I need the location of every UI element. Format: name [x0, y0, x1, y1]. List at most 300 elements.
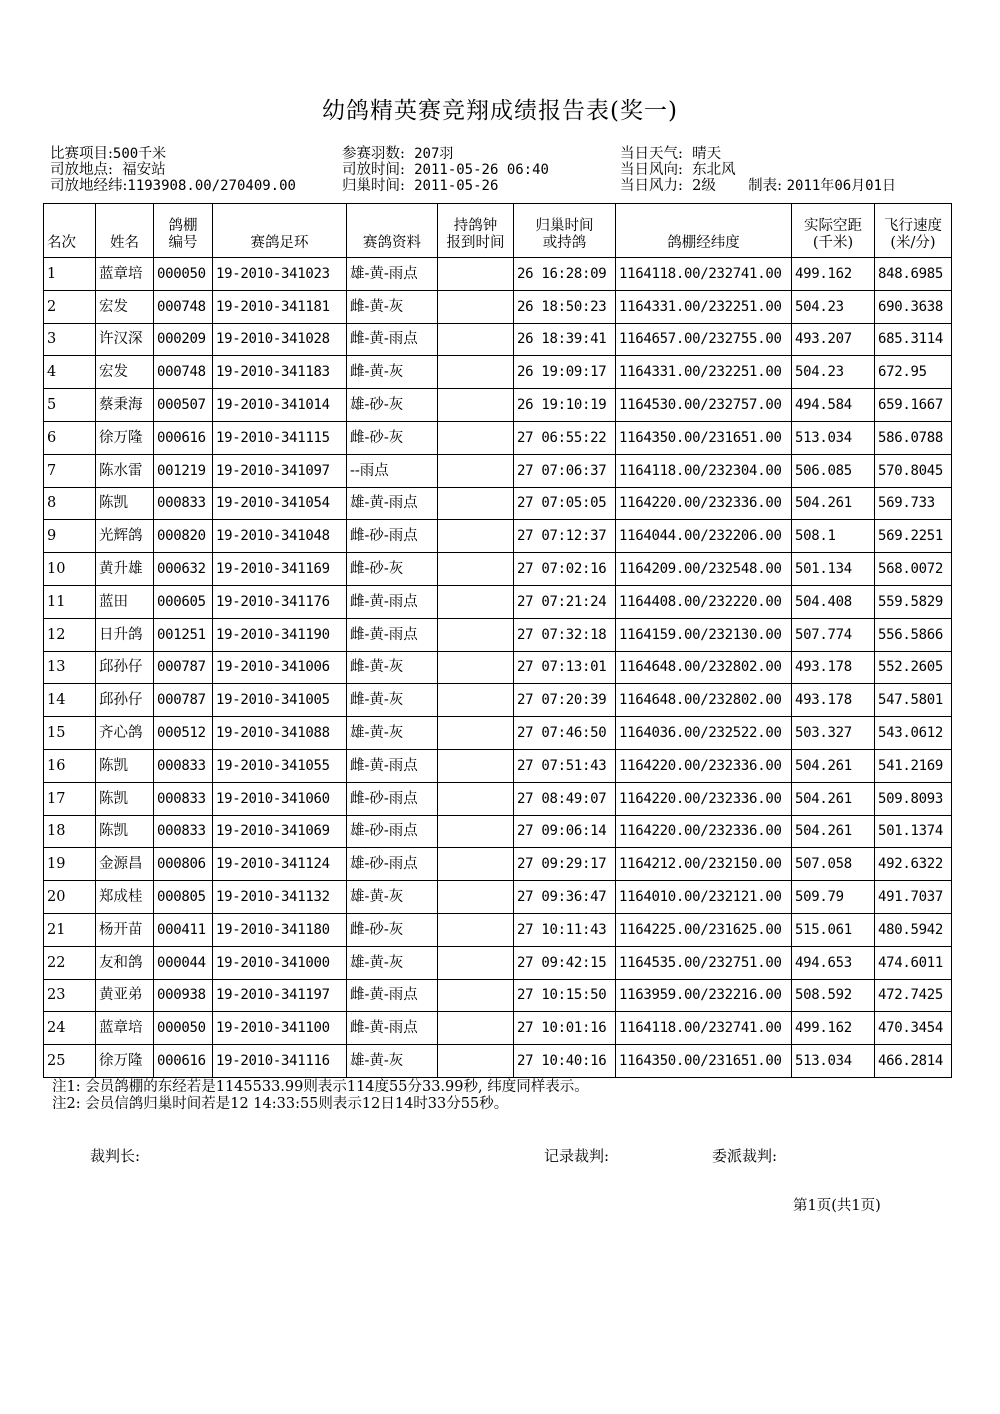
cell-ring: 19-2010-341115 — [213, 421, 347, 454]
cell-name: 黄亚弟 — [96, 979, 154, 1012]
cell-ring: 19-2010-341048 — [213, 520, 347, 553]
table-row — [44, 323, 952, 356]
cell-speed: 672.95 — [875, 356, 952, 389]
cell-ring: 19-2010-341055 — [213, 749, 347, 782]
header-name: 姓名 — [96, 204, 154, 258]
cell-arrival: 27 07:05:05 — [514, 487, 616, 520]
cell-rank: 9 — [44, 520, 96, 553]
cell-loft-id: 000507 — [154, 389, 213, 422]
cell-coords: 1164036.00/232522.00 — [616, 717, 792, 750]
cell-coords: 1164212.00/232150.00 — [616, 848, 792, 881]
cell-speed: 569.2251 — [875, 520, 952, 553]
cell-info: 雄-黄-雨点 — [347, 258, 438, 291]
cell-speed: 492.6322 — [875, 848, 952, 881]
cell-info: 雌-砂-灰 — [347, 421, 438, 454]
cell-rank: 11 — [44, 585, 96, 618]
cell-clock — [438, 848, 514, 881]
cell-arrival: 27 07:51:43 — [514, 749, 616, 782]
cell-loft-id: 000805 — [154, 881, 213, 914]
cell-info: 雌-黄-雨点 — [347, 585, 438, 618]
cell-arrival: 27 07:46:50 — [514, 717, 616, 750]
cell-clock — [438, 454, 514, 487]
cell-clock — [438, 553, 514, 586]
cell-name: 齐心鸽 — [96, 717, 154, 750]
cell-info: 雌-砂-雨点 — [347, 782, 438, 815]
cell-arrival: 27 07:02:16 — [514, 553, 616, 586]
cell-speed: 547.5801 — [875, 684, 952, 717]
table-row — [44, 651, 952, 684]
cell-info: 雄-黄-灰 — [347, 1045, 438, 1078]
cell-name: 黄升雄 — [96, 553, 154, 586]
cell-rank: 3 — [44, 323, 96, 356]
header-arrival: 归巢时间 或持鸽 — [514, 204, 616, 258]
cell-arrival: 26 18:50:23 — [514, 290, 616, 323]
info-weather: 当日天气: 晴天 — [620, 146, 722, 162]
cell-info: 雌-砂-雨点 — [347, 520, 438, 553]
cell-coords: 1164159.00/232130.00 — [616, 618, 792, 651]
cell-arrival: 27 10:15:50 — [514, 979, 616, 1012]
cell-info: 雌-黄-雨点 — [347, 323, 438, 356]
cell-arrival: 27 07:13:01 — [514, 651, 616, 684]
table-row — [44, 585, 952, 618]
info-entry-count: 参赛羽数: 207羽 — [342, 146, 454, 162]
cell-name: 金源昌 — [96, 848, 154, 881]
cell-speed: 559.5829 — [875, 585, 952, 618]
table-row — [44, 520, 952, 553]
cell-info: --雨点 — [347, 454, 438, 487]
cell-rank: 13 — [44, 651, 96, 684]
cell-name: 陈凯 — [96, 782, 154, 815]
cell-coords: 1164220.00/232336.00 — [616, 487, 792, 520]
cell-arrival: 26 18:39:41 — [514, 323, 616, 356]
cell-coords: 1164657.00/232755.00 — [616, 323, 792, 356]
cell-name: 陈凯 — [96, 815, 154, 848]
cell-ring: 19-2010-341180 — [213, 913, 347, 946]
cell-rank: 24 — [44, 1012, 96, 1045]
cell-info: 雌-黄-灰 — [347, 290, 438, 323]
cell-ring: 19-2010-341197 — [213, 979, 347, 1012]
cell-distance: 499.162 — [792, 1012, 875, 1045]
cell-info: 雄-黄-灰 — [347, 881, 438, 914]
cell-clock — [438, 913, 514, 946]
cell-ring: 19-2010-341190 — [213, 618, 347, 651]
cell-clock — [438, 749, 514, 782]
cell-speed: 556.5866 — [875, 618, 952, 651]
cell-clock — [438, 323, 514, 356]
cell-arrival: 27 09:36:47 — [514, 881, 616, 914]
cell-ring: 19-2010-341005 — [213, 684, 347, 717]
cell-speed: 568.0072 — [875, 553, 952, 586]
cell-speed: 474.6011 — [875, 946, 952, 979]
cell-distance: 493.207 — [792, 323, 875, 356]
cell-arrival: 27 06:55:22 — [514, 421, 616, 454]
cell-arrival: 27 10:11:43 — [514, 913, 616, 946]
cell-rank: 6 — [44, 421, 96, 454]
info-release-time: 司放时间: 2011-05-26 06:40 — [342, 162, 549, 178]
cell-coords: 1164220.00/232336.00 — [616, 815, 792, 848]
table-row — [44, 881, 952, 914]
cell-distance: 507.058 — [792, 848, 875, 881]
cell-speed: 586.0788 — [875, 421, 952, 454]
cell-name: 光辉鸽 — [96, 520, 154, 553]
cell-coords: 1164220.00/232336.00 — [616, 749, 792, 782]
cell-loft-id: 000209 — [154, 323, 213, 356]
cell-clock — [438, 979, 514, 1012]
cell-arrival: 27 07:21:24 — [514, 585, 616, 618]
cell-arrival: 27 09:06:14 — [514, 815, 616, 848]
table-row — [44, 717, 952, 750]
cell-ring: 19-2010-341183 — [213, 356, 347, 389]
cell-info: 雌-砂-灰 — [347, 553, 438, 586]
cell-rank: 7 — [44, 454, 96, 487]
cell-rank: 21 — [44, 913, 96, 946]
cell-rank: 15 — [44, 717, 96, 750]
cell-distance: 504.23 — [792, 356, 875, 389]
cell-info: 雄-砂-雨点 — [347, 815, 438, 848]
table-row — [44, 1045, 952, 1078]
cell-distance: 504.261 — [792, 782, 875, 815]
table-row — [44, 782, 952, 815]
cell-coords: 1164331.00/232251.00 — [616, 290, 792, 323]
cell-distance: 504.23 — [792, 290, 875, 323]
header-rank: 名次 — [44, 204, 96, 258]
cell-distance: 499.162 — [792, 258, 875, 291]
cell-loft-id: 000833 — [154, 815, 213, 848]
header-clock: 持鸽钟 报到时间 — [438, 204, 514, 258]
cell-loft-id: 000938 — [154, 979, 213, 1012]
table-row — [44, 946, 952, 979]
cell-loft-id: 000748 — [154, 290, 213, 323]
cell-distance: 515.061 — [792, 913, 875, 946]
cell-clock — [438, 946, 514, 979]
table-row — [44, 913, 952, 946]
cell-distance: 493.178 — [792, 684, 875, 717]
cell-name: 陈凯 — [96, 749, 154, 782]
cell-clock — [438, 684, 514, 717]
cell-coords: 1164331.00/232251.00 — [616, 356, 792, 389]
cell-loft-id: 000616 — [154, 1045, 213, 1078]
cell-clock — [438, 585, 514, 618]
table-row — [44, 979, 952, 1012]
cell-speed: 685.3114 — [875, 323, 952, 356]
cell-rank: 17 — [44, 782, 96, 815]
cell-loft-id: 000787 — [154, 651, 213, 684]
cell-name: 蔡秉海 — [96, 389, 154, 422]
cell-loft-id: 000044 — [154, 946, 213, 979]
cell-ring: 19-2010-341100 — [213, 1012, 347, 1045]
cell-speed: 509.8093 — [875, 782, 952, 815]
cell-arrival: 26 19:10:19 — [514, 389, 616, 422]
cell-loft-id: 001219 — [154, 454, 213, 487]
cell-clock — [438, 815, 514, 848]
cell-distance: 508.1 — [792, 520, 875, 553]
cell-distance: 506.085 — [792, 454, 875, 487]
cell-ring: 19-2010-341014 — [213, 389, 347, 422]
cell-distance: 513.034 — [792, 1045, 875, 1078]
cell-name: 日升鸽 — [96, 618, 154, 651]
cell-ring: 19-2010-341132 — [213, 881, 347, 914]
cell-name: 许汉深 — [96, 323, 154, 356]
cell-info: 雌-黄-雨点 — [347, 749, 438, 782]
cell-distance: 504.261 — [792, 487, 875, 520]
cell-clock — [438, 782, 514, 815]
cell-clock — [438, 651, 514, 684]
page-number: 第1页(共1页) — [793, 1198, 881, 1214]
cell-ring: 19-2010-341088 — [213, 717, 347, 750]
cell-arrival: 27 09:29:17 — [514, 848, 616, 881]
cell-rank: 18 — [44, 815, 96, 848]
cell-name: 蓝田 — [96, 585, 154, 618]
cell-info: 雌-黄-雨点 — [347, 618, 438, 651]
cell-speed: 472.7425 — [875, 979, 952, 1012]
cell-distance: 507.774 — [792, 618, 875, 651]
cell-loft-id: 000632 — [154, 553, 213, 586]
cell-loft-id: 000616 — [154, 421, 213, 454]
cell-ring: 19-2010-341000 — [213, 946, 347, 979]
cell-clock — [438, 618, 514, 651]
header-ring: 赛鸽足环 — [213, 204, 347, 258]
cell-rank: 10 — [44, 553, 96, 586]
footnotes — [52, 1079, 589, 1113]
cell-loft-id: 000833 — [154, 487, 213, 520]
cell-name: 杨开苗 — [96, 913, 154, 946]
cell-speed: 491.7037 — [875, 881, 952, 914]
race-info-right — [620, 146, 896, 194]
page-title: 幼鸽精英赛竞翔成绩报告表(奖一) — [322, 98, 678, 124]
cell-clock — [438, 389, 514, 422]
cell-info: 雄-砂-雨点 — [347, 848, 438, 881]
cell-loft-id: 000833 — [154, 782, 213, 815]
cell-coords: 1164350.00/231651.00 — [616, 421, 792, 454]
cell-ring: 19-2010-341176 — [213, 585, 347, 618]
cell-clock — [438, 487, 514, 520]
cell-info: 雌-黄-雨点 — [347, 979, 438, 1012]
header-distance: 实际空距 (千米) — [792, 204, 875, 258]
info-race-item: 比赛项目:500千米 — [50, 146, 167, 162]
cell-info: 雌-黄-灰 — [347, 651, 438, 684]
cell-name: 蓝章培 — [96, 258, 154, 291]
cell-rank: 1 — [44, 258, 96, 291]
cell-rank: 23 — [44, 979, 96, 1012]
info-return-time: 归巢时间: 2011-05-26 — [342, 178, 499, 194]
cell-distance: 504.261 — [792, 815, 875, 848]
cell-ring: 19-2010-341169 — [213, 553, 347, 586]
cell-loft-id: 000411 — [154, 913, 213, 946]
cell-loft-id: 000512 — [154, 717, 213, 750]
cell-clock — [438, 356, 514, 389]
cell-info: 雄-黄-灰 — [347, 717, 438, 750]
cell-speed: 659.1667 — [875, 389, 952, 422]
cell-name: 陈水雷 — [96, 454, 154, 487]
cell-coords: 1164535.00/232751.00 — [616, 946, 792, 979]
cell-name: 友和鸽 — [96, 946, 154, 979]
footnote-2: 注2: 会员信鸽归巢时间若是12 14:33:55则表示12日14时33分55秒。 — [52, 1096, 509, 1112]
cell-distance: 513.034 — [792, 421, 875, 454]
cell-arrival: 27 10:01:16 — [514, 1012, 616, 1045]
cell-ring: 19-2010-341006 — [213, 651, 347, 684]
cell-ring: 19-2010-341028 — [213, 323, 347, 356]
cell-loft-id: 000787 — [154, 684, 213, 717]
cell-rank: 12 — [44, 618, 96, 651]
cell-arrival: 27 10:40:16 — [514, 1045, 616, 1078]
cell-rank: 2 — [44, 290, 96, 323]
cell-ring: 19-2010-341181 — [213, 290, 347, 323]
cell-info: 雌-砂-灰 — [347, 913, 438, 946]
cell-ring: 19-2010-341069 — [213, 815, 347, 848]
results-table — [43, 203, 952, 1078]
cell-loft-id: 000050 — [154, 1012, 213, 1045]
cell-name: 宏发 — [96, 356, 154, 389]
cell-rank: 25 — [44, 1045, 96, 1078]
cell-speed: 848.6985 — [875, 258, 952, 291]
cell-coords: 1164209.00/232548.00 — [616, 553, 792, 586]
cell-speed: 480.5942 — [875, 913, 952, 946]
race-info-middle — [342, 146, 549, 194]
cell-clock — [438, 421, 514, 454]
cell-clock — [438, 1012, 514, 1045]
cell-arrival: 27 07:06:37 — [514, 454, 616, 487]
cell-distance: 509.79 — [792, 881, 875, 914]
cell-coords: 1164118.00/232741.00 — [616, 1012, 792, 1045]
table-row — [44, 1012, 952, 1045]
cell-loft-id: 000806 — [154, 848, 213, 881]
info-release-location: 司放地点: 福安站 — [50, 162, 166, 178]
cell-coords: 1164225.00/231625.00 — [616, 913, 792, 946]
cell-coords: 1164530.00/232757.00 — [616, 389, 792, 422]
cell-clock — [438, 520, 514, 553]
cell-arrival: 26 19:09:17 — [514, 356, 616, 389]
cell-rank: 20 — [44, 881, 96, 914]
cell-clock — [438, 881, 514, 914]
table-row — [44, 487, 952, 520]
cell-ring: 19-2010-341124 — [213, 848, 347, 881]
cell-clock — [438, 717, 514, 750]
footnote-1: 注1: 会员鸽棚的东经若是1145533.99则表示114度55分33.99秒, 纬度同样表示。 — [52, 1079, 589, 1095]
table-row — [44, 454, 952, 487]
cell-loft-id: 000605 — [154, 585, 213, 618]
cell-clock — [438, 290, 514, 323]
cell-distance: 508.592 — [792, 979, 875, 1012]
cell-name: 徐万隆 — [96, 1045, 154, 1078]
cell-loft-id: 001251 — [154, 618, 213, 651]
cell-loft-id: 000833 — [154, 749, 213, 782]
cell-rank: 8 — [44, 487, 96, 520]
cell-info: 雄-黄-雨点 — [347, 487, 438, 520]
cell-ring: 19-2010-341023 — [213, 258, 347, 291]
cell-info: 雄-砂-灰 — [347, 389, 438, 422]
cell-coords: 1164220.00/232336.00 — [616, 782, 792, 815]
cell-arrival: 27 07:20:39 — [514, 684, 616, 717]
info-maker-date: 2011年06月01日 — [786, 178, 897, 194]
cell-speed: 466.2814 — [875, 1045, 952, 1078]
cell-info: 雄-黄-灰 — [347, 946, 438, 979]
cell-distance: 503.327 — [792, 717, 875, 750]
cell-distance: 494.653 — [792, 946, 875, 979]
cell-arrival: 27 07:32:18 — [514, 618, 616, 651]
header-info: 赛鸽资料 — [347, 204, 438, 258]
cell-speed: 569.733 — [875, 487, 952, 520]
cell-speed: 543.0612 — [875, 717, 952, 750]
cell-name: 邱孙仔 — [96, 684, 154, 717]
cell-name: 蓝章培 — [96, 1012, 154, 1045]
cell-arrival: 27 08:49:07 — [514, 782, 616, 815]
cell-coords: 1164118.00/232741.00 — [616, 258, 792, 291]
cell-distance: 504.408 — [792, 585, 875, 618]
header-speed: 飞行速度 (米/分) — [875, 204, 952, 258]
cell-ring: 19-2010-341060 — [213, 782, 347, 815]
cell-info: 雌-黄-灰 — [347, 684, 438, 717]
signature-delegate: 委派裁判: — [712, 1147, 778, 1165]
table-row — [44, 356, 952, 389]
signature-chief-judge: 裁判长: — [90, 1147, 141, 1165]
info-wind-force: 当日风力: 2级 制表: 2011年06月01日 — [620, 178, 897, 194]
cell-arrival: 26 16:28:09 — [514, 258, 616, 291]
table-row — [44, 421, 952, 454]
cell-rank: 14 — [44, 684, 96, 717]
cell-name: 徐万隆 — [96, 421, 154, 454]
cell-distance: 494.584 — [792, 389, 875, 422]
cell-arrival: 27 09:42:15 — [514, 946, 616, 979]
cell-coords: 1164648.00/232802.00 — [616, 684, 792, 717]
cell-distance: 504.261 — [792, 749, 875, 782]
cell-speed: 541.2169 — [875, 749, 952, 782]
cell-rank: 22 — [44, 946, 96, 979]
race-info-left — [50, 146, 296, 194]
table-row — [44, 290, 952, 323]
cell-coords: 1164648.00/232802.00 — [616, 651, 792, 684]
cell-coords: 1164350.00/231651.00 — [616, 1045, 792, 1078]
cell-ring: 19-2010-341054 — [213, 487, 347, 520]
cell-distance: 493.178 — [792, 651, 875, 684]
cell-speed: 501.1374 — [875, 815, 952, 848]
cell-ring: 19-2010-341097 — [213, 454, 347, 487]
header-coords: 鸽棚经纬度 — [616, 204, 792, 258]
cell-loft-id: 000748 — [154, 356, 213, 389]
table-row — [44, 684, 952, 717]
table-row — [44, 618, 952, 651]
cell-speed: 570.8045 — [875, 454, 952, 487]
cell-name: 陈凯 — [96, 487, 154, 520]
cell-distance: 501.134 — [792, 553, 875, 586]
cell-coords: 1163959.00/232216.00 — [616, 979, 792, 1012]
cell-rank: 4 — [44, 356, 96, 389]
cell-rank: 16 — [44, 749, 96, 782]
cell-coords: 1164010.00/232121.00 — [616, 881, 792, 914]
cell-rank: 19 — [44, 848, 96, 881]
table-row — [44, 258, 952, 291]
cell-info: 雌-黄-雨点 — [347, 1012, 438, 1045]
table-header-row — [44, 204, 952, 258]
table-row — [44, 848, 952, 881]
table-row — [44, 749, 952, 782]
cell-speed: 470.3454 — [875, 1012, 952, 1045]
cell-name: 郑成桂 — [96, 881, 154, 914]
cell-speed: 552.2605 — [875, 651, 952, 684]
info-wind-direction: 当日风向: 东北风 — [620, 162, 736, 178]
cell-arrival: 27 07:12:37 — [514, 520, 616, 553]
table-row — [44, 389, 952, 422]
cell-coords: 1164118.00/232304.00 — [616, 454, 792, 487]
cell-ring: 19-2010-341116 — [213, 1045, 347, 1078]
table-row — [44, 553, 952, 586]
cell-coords: 1164408.00/232220.00 — [616, 585, 792, 618]
cell-rank: 5 — [44, 389, 96, 422]
cell-clock — [438, 258, 514, 291]
cell-clock — [438, 1045, 514, 1078]
cell-loft-id: 000820 — [154, 520, 213, 553]
cell-name: 邱孙仔 — [96, 651, 154, 684]
cell-name: 宏发 — [96, 290, 154, 323]
